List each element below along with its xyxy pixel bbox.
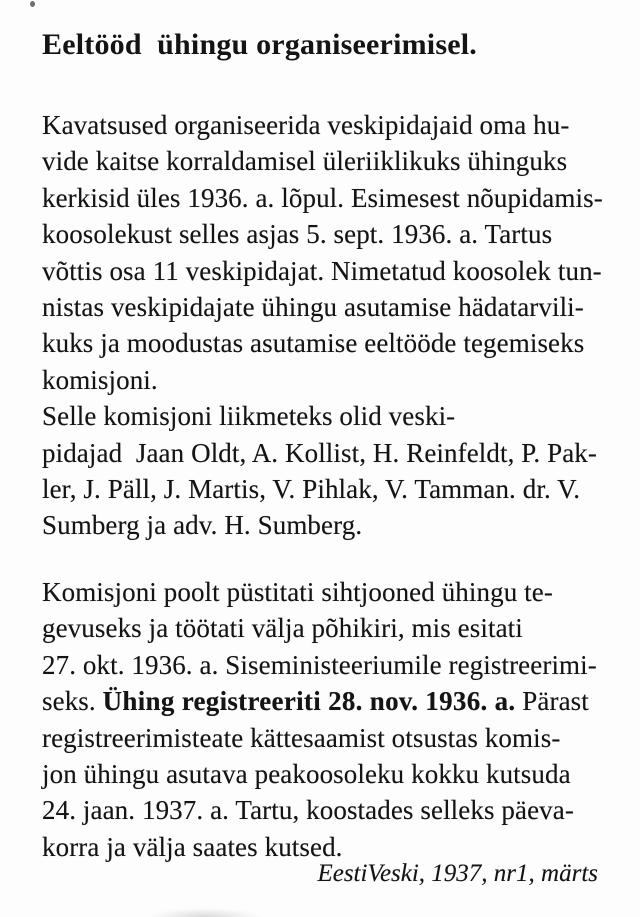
text-line: Sumberg ja adv. H. Sumberg. — [42, 510, 363, 541]
scan-smudge-artifact — [150, 908, 260, 917]
text-line: kerkisid üles 1936. a. lõpul. Esimesest nõupidamis- — [42, 182, 603, 213]
text-segment: seks. — [42, 686, 103, 717]
text-line: võttis osa 11 veskipidajat. Nimetatud koosolek tun- — [42, 255, 602, 286]
source-citation: EestiVeski, 1937, nr1, märts — [317, 860, 598, 887]
text-line: kuks ja moodustas asutamise eeltööde tegemiseks — [42, 328, 585, 359]
text-line: registreerimisteate kättesaamist otsustas komis- — [42, 722, 561, 753]
text-line: ler, J. Päll, J. Martis, V. Pihlak, V. Tamman. dr. V. — [42, 474, 581, 505]
text-line: gevuseks ja töötati välja põhikiri, mis esitati — [42, 613, 523, 644]
scan-speck-artifact — [30, 1, 35, 7]
text-line: 27. okt. 1936. a. Siseministeeriumile registreerimi- — [42, 649, 597, 680]
page-title: Eeltööd ühingu organiseerimisel. — [42, 28, 477, 61]
text-line: Komisjoni poolt püstitati sihtjooned ühingu te- — [42, 576, 553, 607]
document-content — [42, 26, 632, 865]
text-line: 24. jaan. 1937. a. Tartu, koostades selleks päeva- — [42, 795, 574, 826]
text-line: korra ja välja saates kutsed. — [42, 831, 343, 862]
paragraph-intro — [42, 107, 632, 398]
paragraph-registration — [42, 574, 632, 865]
text-line: koosolekust selles asjas 5. sept. 1936. a. Tartus — [42, 219, 553, 250]
text-line: vide kaitse korraldamisel üleriiklikuks ühinguks — [42, 146, 568, 177]
text-line: nistas veskipidajate ühingu asutamise hädatarvili- — [42, 292, 584, 323]
text-line: Selle komisjoni liikmeteks olid veski- — [42, 401, 456, 432]
bold-registration-date: Ühing registreeriti 28. nov. 1936. a. — [102, 686, 516, 717]
text-segment: Pärast — [515, 686, 589, 717]
text-line-with-bold — [42, 683, 632, 719]
paragraph-members — [42, 398, 632, 544]
text-line: komisjoni. — [42, 364, 158, 395]
text-line: jon ühingu asutava peakoosoleku kokku kutsuda — [42, 758, 571, 789]
text-line: Kavatsused organiseerida veskipidajaid oma hu- — [42, 110, 570, 140]
text-line: pidajad Jaan Oldt, A. Kollist, H. Reinfeldt, P. Pak- — [42, 437, 598, 468]
